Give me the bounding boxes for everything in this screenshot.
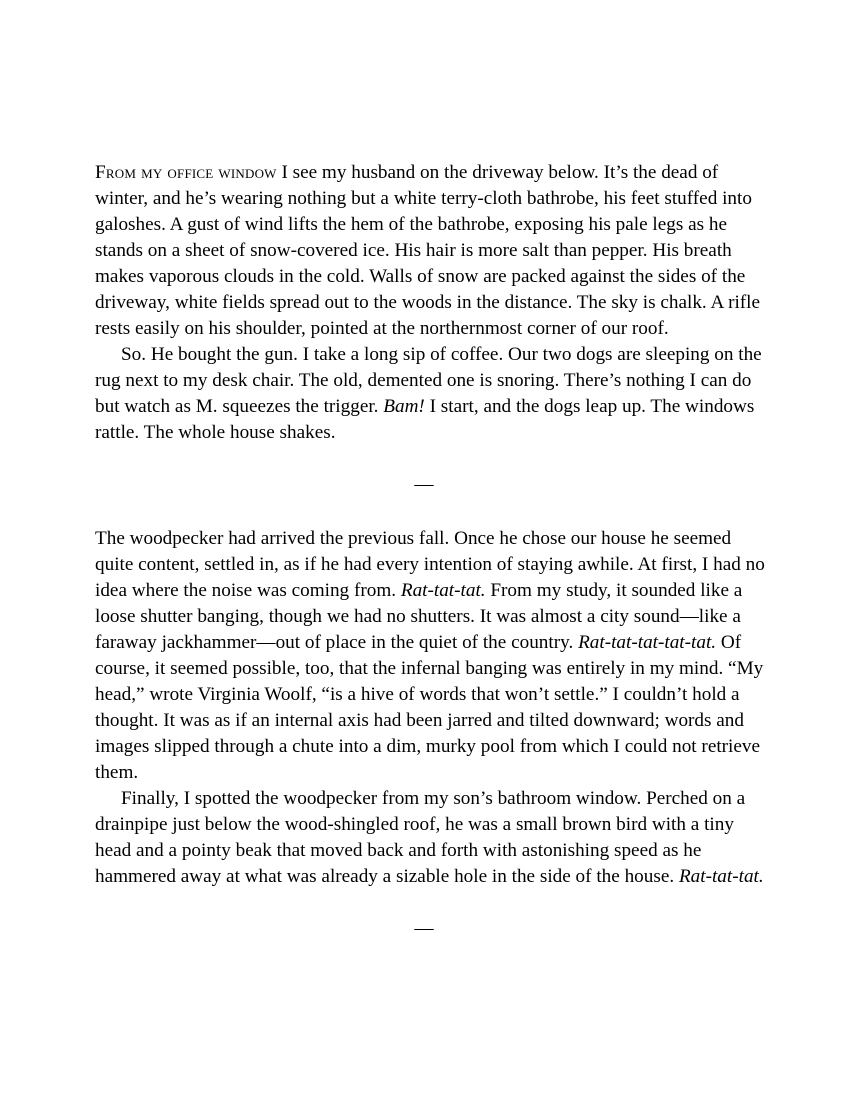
paragraph-run: Of course, it seemed possible, too, that the infernal banging was entirely in my mind. “My head,” wrote Virginia Woolf, “is a hive of words that won’t settle.” I couldn’t hold a thought. It was as if an internal axis had been jarred and tilted downward; words and images slipped through a chute into a dim, murky pool from which I could not retrieve them.	[95, 632, 764, 783]
paragraph	[95, 786, 765, 890]
paragraph-run: From my study, it sounded like a loose shutter banging, though we had no shutters. It was almost a city sound—like a faraway jackhammer—out of place in the quiet of the country.	[95, 580, 743, 653]
paragraph-run-italic: Rat-tat-tat.	[678, 866, 764, 887]
opening-small-caps: From my office window	[95, 162, 277, 183]
paragraph-run: I start, and the dogs leap up. The windows rattle. The whole house shakes.	[95, 396, 755, 443]
section-two	[95, 526, 765, 890]
section-divider	[95, 916, 765, 942]
paragraph-text: I see my husband on the driveway below. It’s the dead of winter, and he’s wearing nothing but a white terry-cloth bathrobe, his feet stuffed into galoshes. A gust of wind lifts the hem of the bathrobe, exposing his pale legs as he stands on a sheet of snow-covered ice. His hair is more salt than pepper. His breath makes vaporous clouds in the cold. Walls of snow are packed against the sides of the driveway, white fields spread out to the woods in the distance. The sky is chalk. A rifle rests easily on his shoulder, pointed at the northernmost corner of our roof.	[95, 162, 761, 339]
paragraph-run: Finally, I spotted the woodpecker from my son’s bathroom window. Perched on a drainpipe just below the wood-shingled roof, he was a small brown bird with a tiny head and a pointy beak that moved back and forth with astonishing speed as he hammered away at what was already a sizable hole in the side of the house.	[95, 788, 746, 887]
paragraph-run-italic: Rat-tat-tat-tat-tat.	[578, 632, 717, 653]
paragraph-run: So. He bought the gun. I take a long sip of coffee. Our two dogs are sleeping on the rug next to my desk chair. The old, demented one is snoring. There’s nothing I can do but watch as M. squeezes the trigger.	[95, 344, 762, 417]
paragraph	[95, 526, 765, 786]
section-one	[95, 160, 765, 446]
paragraph-run: The woodpecker had arrived the previous fall. Once he chose our house he seemed quite content, settled in, as if he had every intention of staying awhile. At first, I had no idea where the noise was coming from.	[95, 528, 765, 601]
section-divider	[95, 472, 765, 498]
divider-dash: —	[414, 474, 434, 495]
text-column	[95, 160, 765, 942]
paragraph-run-italic: Rat-tat-tat.	[400, 580, 486, 601]
paragraph-run-italic: Bam!	[383, 396, 425, 417]
paragraph	[95, 160, 765, 342]
divider-dash: —	[414, 918, 434, 939]
paragraph	[95, 342, 765, 446]
